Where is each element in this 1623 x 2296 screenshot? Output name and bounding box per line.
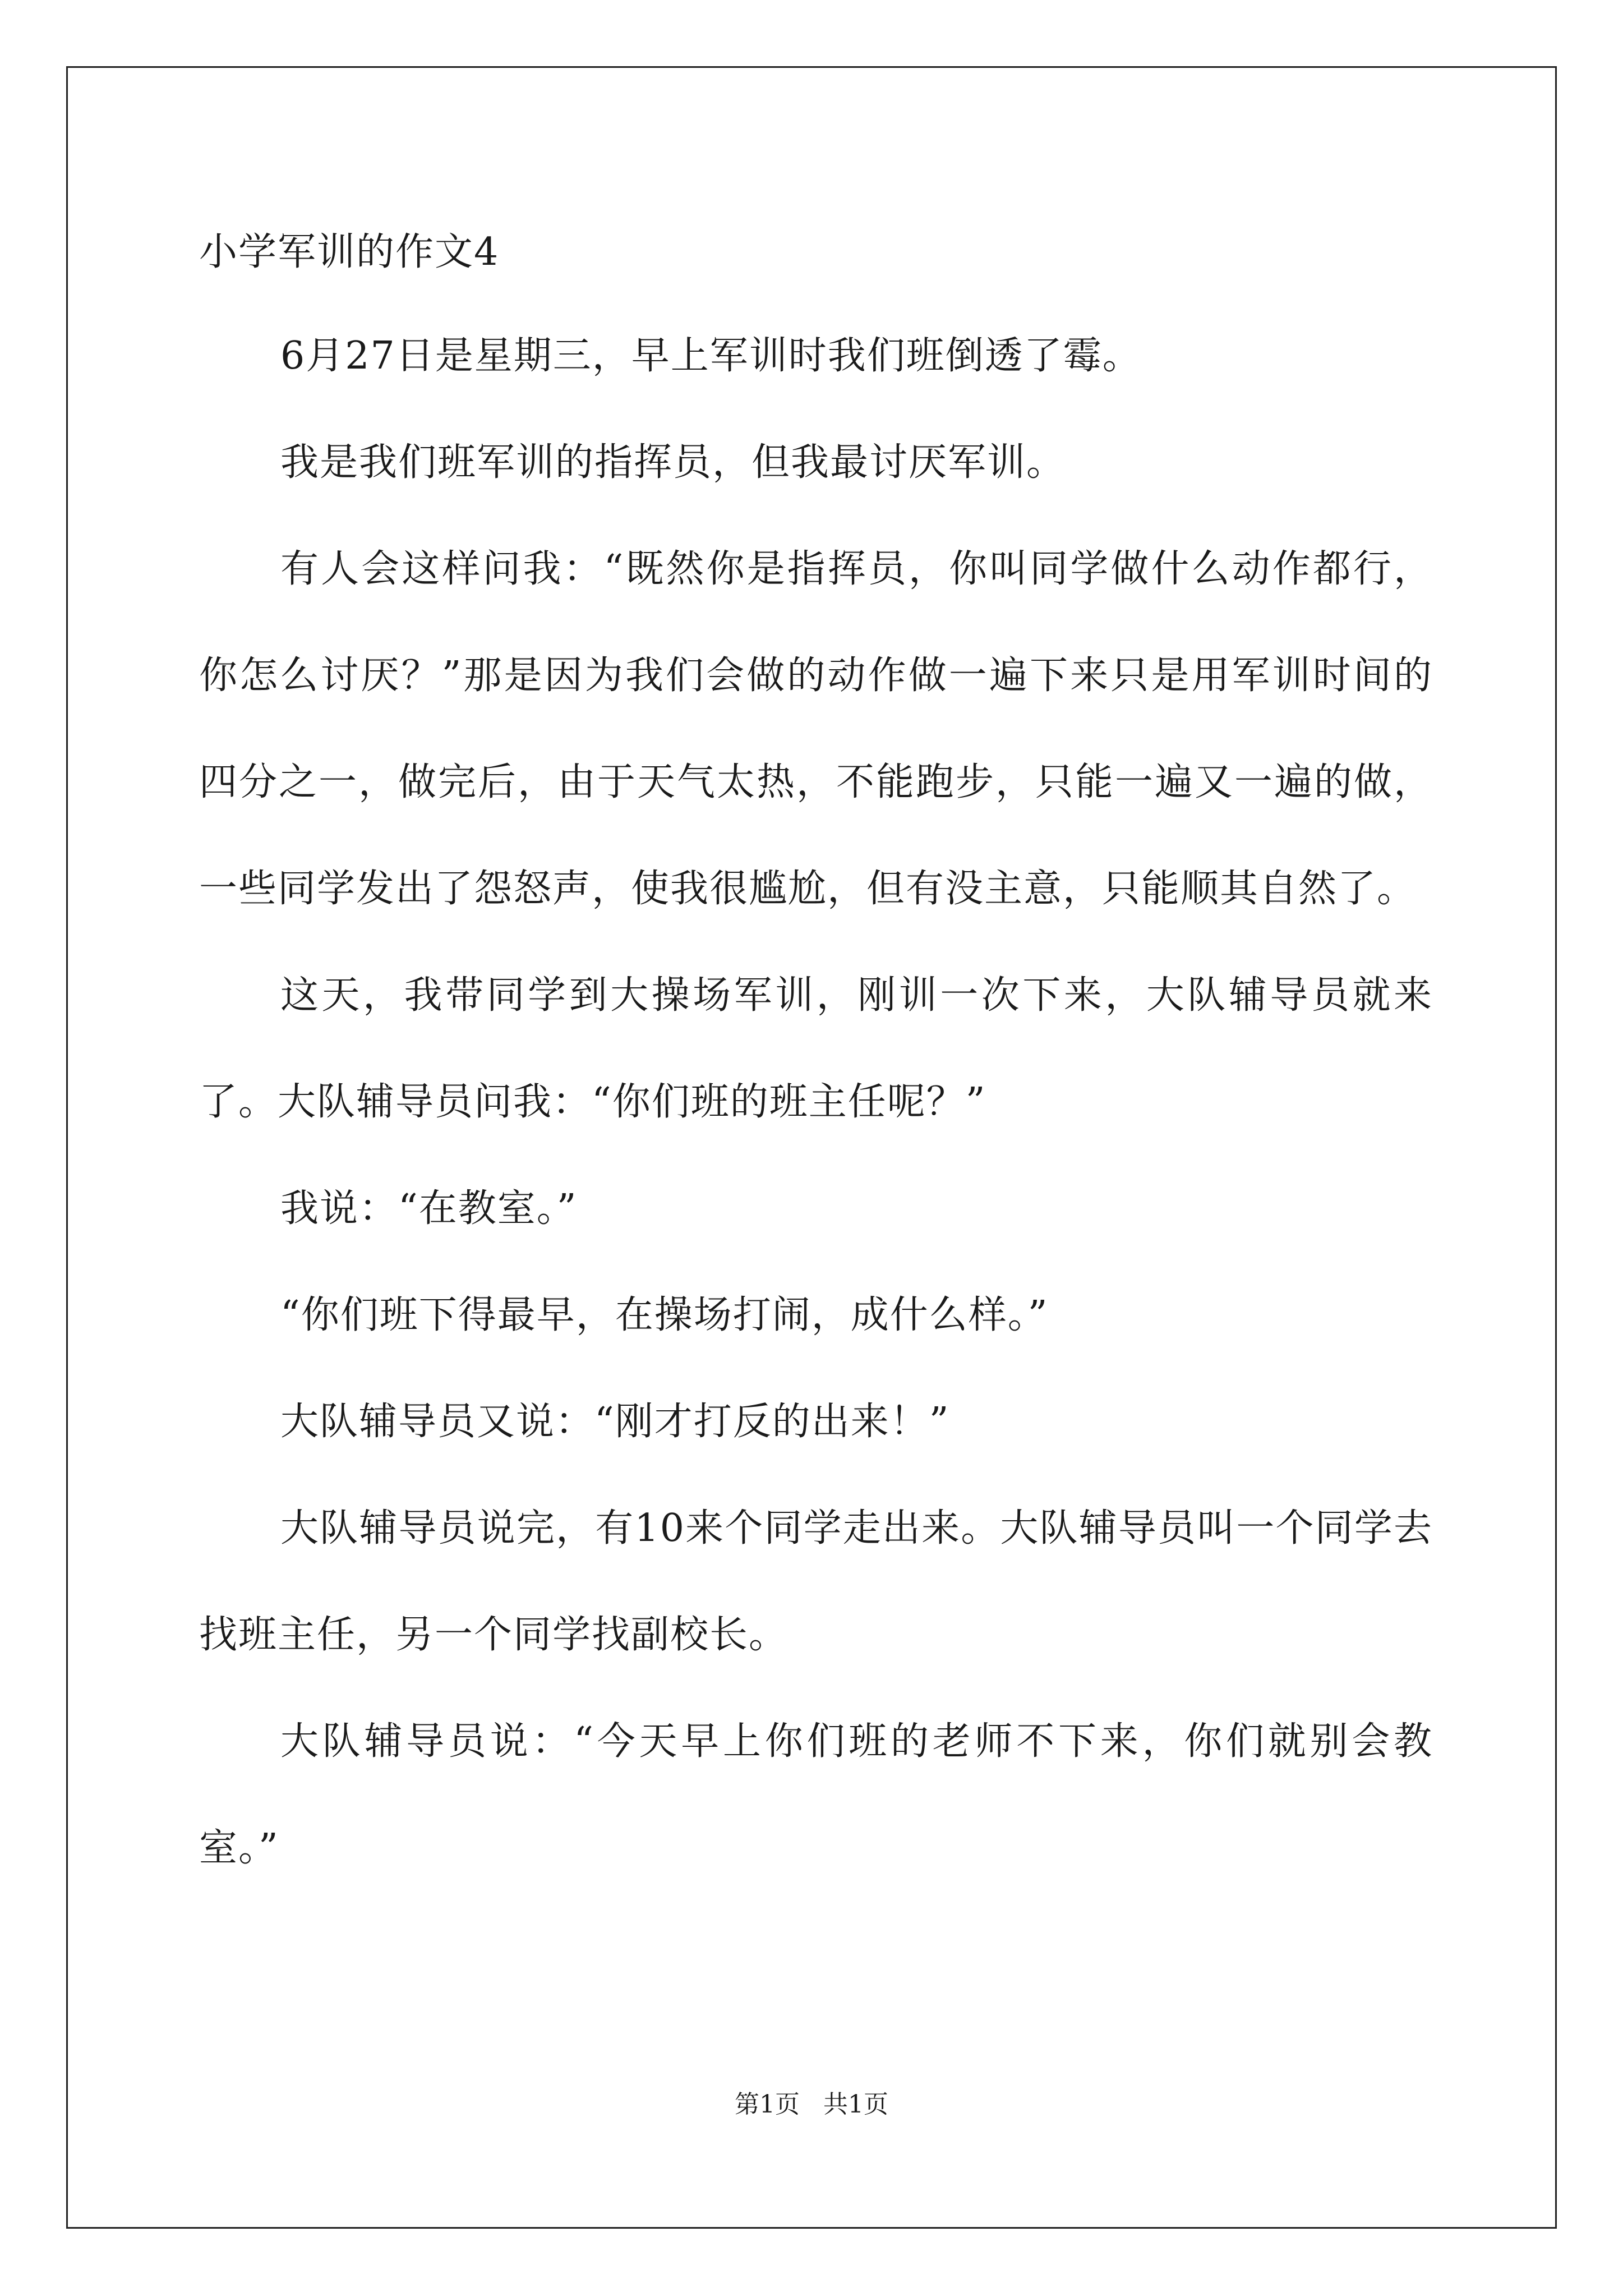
page-number-footer: 第1页 共1页 [735,2090,888,2119]
paragraph: 大队辅导员又说：“刚才打反的出来！” [280,1400,950,1444]
paragraph: 6月27日是星期三，早上军训时我们班倒透了霉。 [280,334,1142,378]
paragraph: 大队辅导员说：“今天早上你们班的老师不下来，你们就别会教室。” [199,1719,1433,1870]
paragraph: 我说：“在教室。” [280,1186,578,1231]
paragraph: “你们班下得最早，在操场打闹，成什么样。” [280,1293,1049,1337]
paragraph: 大队辅导员说完，有10来个同学走出来。大队辅导员叫一个同学去找班主任，另一个同学找副校长。 [199,1506,1433,1657]
paragraph: 我是我们班军训的指挥员，但我最讨厌军训。 [280,440,1066,485]
document-body [199,202,1433,1902]
paragraph: 有人会这样问我：“既然你是指挥员，你叫同学做什么动作都行，你怎么讨厌？”那是因为我们会做的动作做一遍下来只是用军训时间的四分之一，做完后，由于天气太热，不能跑步，只能一遍又一遍的做，一些同学发出了怨怒声，使我很尴尬，但有没主意，只能顺其自然了。 [199,547,1433,911]
document-title: 小学军训的作文4 [199,230,500,274]
paragraph: 这天，我带同学到大操场军训，刚训一次下来，大队辅导员就来了。大队辅导员问我：“你们班的班主任呢？” [199,973,1433,1124]
